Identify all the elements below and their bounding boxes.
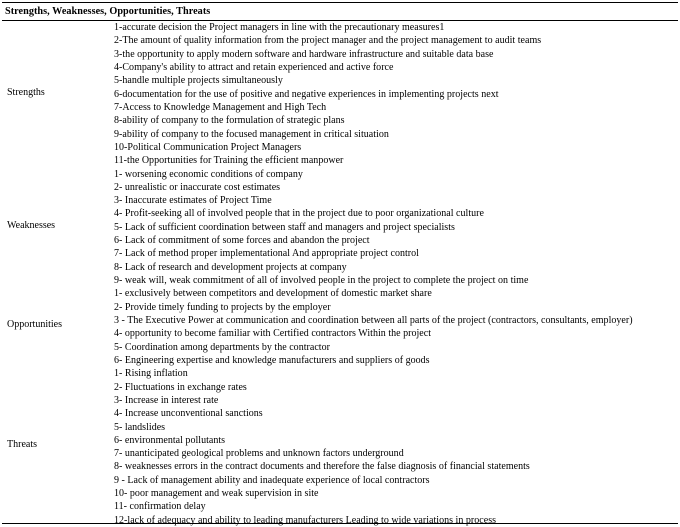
list-item: 7-Access to Knowledge Management and High Tech <box>114 101 327 113</box>
list-item: 11-the Opportunities for Training the efficient manpower <box>114 155 344 167</box>
item-list <box>114 168 528 288</box>
table-top-rule <box>2 2 678 3</box>
item-list <box>114 21 541 167</box>
category-label: Threats <box>7 439 37 451</box>
list-item: 1- worsening economic conditions of company <box>114 168 303 180</box>
list-item: 7- Lack of method proper implementational And appropriate project control <box>114 248 419 260</box>
list-item: 3- Inaccurate estimates of Project Time <box>114 195 272 207</box>
list-item: 2- unrealistic or inaccurate cost estimates <box>114 181 281 193</box>
list-item: 1- Rising inflation <box>114 368 188 380</box>
category-label: Strengths <box>7 87 45 98</box>
list-item: 3- Increase in interest rate <box>114 394 219 406</box>
list-item: 3-the opportunity to apply modern software and hardware infrastructure and suitable data base <box>114 48 494 60</box>
list-item: 8- weaknesses errors in the contract documents and therefore the false diagnosis of financial statements <box>114 461 530 473</box>
list-item: 3 - The Executive Power at communication and coordination between all parts of the project (contractors, consultants, employer) <box>114 315 633 327</box>
list-item: 8-ability of company to the formulation of strategic plans <box>114 115 345 127</box>
list-item: 2- Fluctuations in exchange rates <box>114 381 247 393</box>
list-item: 4- Profit-seeking all of involved people that in the project due to poor organizational culture <box>114 208 484 220</box>
list-item: 5- Coordination among departments by the contractor <box>114 341 330 353</box>
category-label: Weaknesses <box>7 219 56 231</box>
list-item: 4-Company's ability to attract and retain experienced and active force <box>114 61 394 73</box>
list-item: 6- Lack of commitment of some forces and abandon the project <box>114 235 370 247</box>
item-list <box>114 287 633 367</box>
list-item: 5- landslides <box>114 421 166 433</box>
item-list <box>114 367 530 527</box>
list-item: 10-Political Communication Project Managers <box>114 141 302 153</box>
list-item: 4- opportunity to become familiar with Certified contractors Within the project <box>114 328 432 340</box>
list-item: 6- Engineering expertise and knowledge manufacturers and suppliers of goods <box>114 354 430 366</box>
list-item: 9-ability of company to the focused management in critical situation <box>114 128 389 140</box>
list-item: 2- Provide timely funding to projects by the employer <box>114 301 331 313</box>
list-item: 12-lack of adequacy and ability to leading manufacturers Leading to wide variations in process <box>114 514 497 526</box>
table-header: Strengths, Weaknesses, Opportunities, Threats <box>5 6 211 17</box>
list-item: 2-The amount of quality information from the project manager and the project management to audit teams <box>114 35 542 47</box>
list-item: 10- poor management and weak supervision in site <box>114 488 319 500</box>
list-item: 5-handle multiple projects simultaneously <box>114 75 283 87</box>
list-item: 6-documentation for the use of positive and negative experiences in implementing projects next <box>114 88 499 100</box>
list-item: 7- unanticipated geological problems and unknown factors underground <box>114 448 404 460</box>
list-item: 4- Increase unconventional sanctions <box>114 408 263 420</box>
list-item: 9- weak will, weak commitment of all of involved people in the project to complete the project on time <box>114 275 529 286</box>
table-bottom-rule <box>2 523 678 524</box>
list-item: 8- Lack of research and development projects at company <box>114 261 347 273</box>
list-item: 1-accurate decision the Project managers in line with the precautionary measures1 <box>114 22 445 33</box>
list-item: 6- environmental pollutants <box>114 434 226 446</box>
list-item: 9 - Lack of management ability and inadequate experience of local contractors <box>114 474 430 486</box>
list-item: 5- Lack of sufficient coordination between staff and managers and project specialists <box>114 221 455 233</box>
list-item: 1- exclusively between competitors and development of domestic market share <box>114 288 432 300</box>
list-item: 11- confirmation delay <box>114 501 206 513</box>
category-label: Opportunities <box>7 319 62 331</box>
